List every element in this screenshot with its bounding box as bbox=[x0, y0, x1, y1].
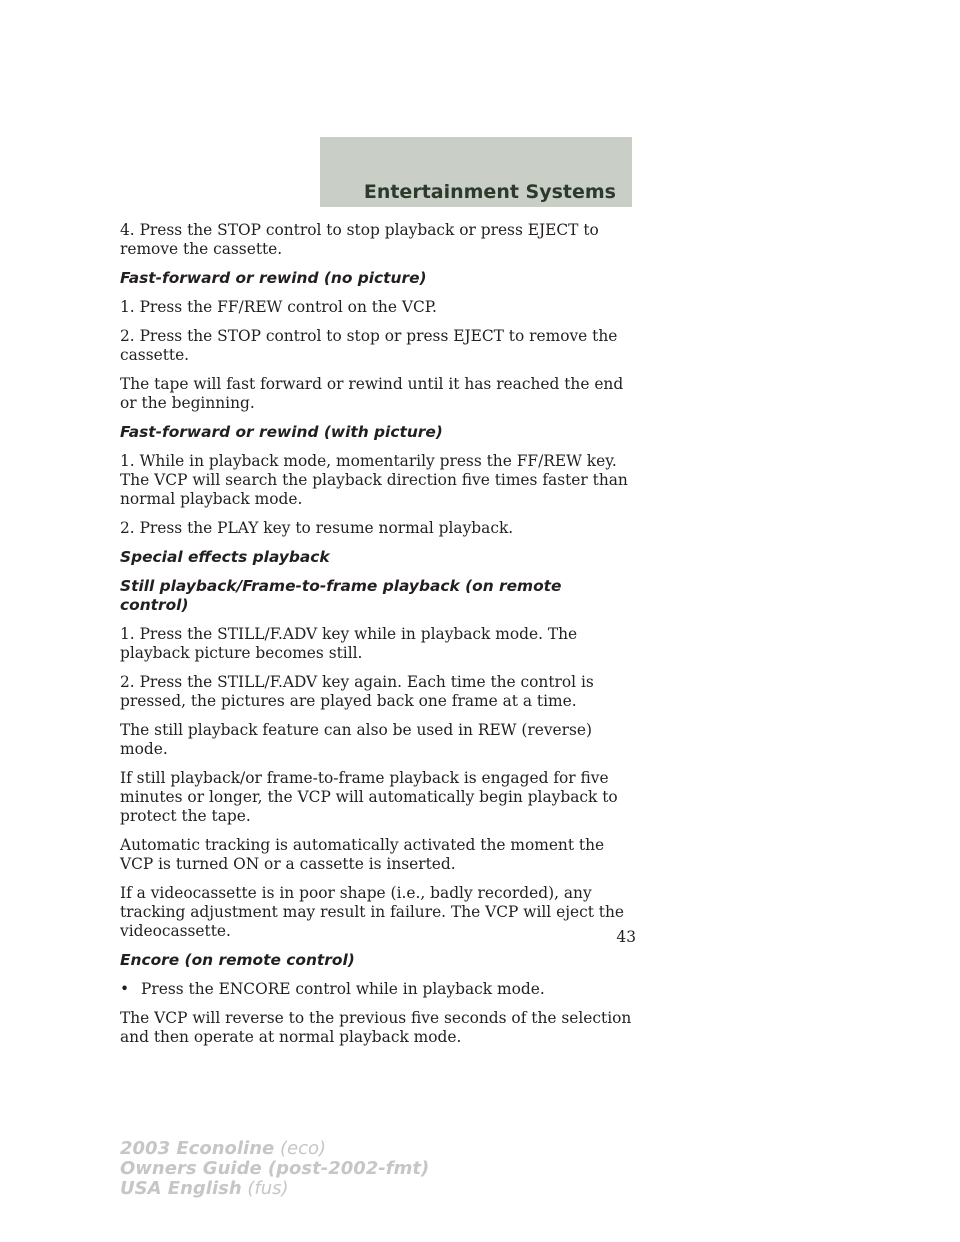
section-title: Entertainment Systems bbox=[363, 181, 616, 203]
footer-line bbox=[120, 1139, 429, 1159]
paragraph: 1. Press the FF/REW control on the VCP. bbox=[120, 298, 437, 316]
paragraph: The VCP will reverse to the previous five seconds of the selection and then operate at normal playback mode. bbox=[120, 1009, 632, 1046]
paragraph: 1. While in playback mode, momentarily press the FF/REW key. The VCP will search the playback direction five times faster than normal playback mode. bbox=[120, 452, 628, 508]
footer-line bbox=[120, 1159, 429, 1179]
paragraph: Automatic tracking is automatically activated the moment the VCP is turned ON or a cassette is inserted. bbox=[120, 836, 605, 873]
document-footer bbox=[120, 1139, 429, 1199]
footer-guide: Owners Guide (post-2002-fmt) bbox=[120, 1158, 430, 1179]
section-header bbox=[320, 137, 632, 207]
footer-model-code: (eco) bbox=[279, 1138, 327, 1159]
footer-language-code: (fus) bbox=[247, 1178, 289, 1199]
paragraph: 1. Press the STILL/F.ADV key while in playback mode. The playback picture becomes still. bbox=[120, 625, 578, 662]
subheading: Still playback/Frame-to-frame playback (on remote control) bbox=[120, 577, 562, 614]
subheading: Fast-forward or rewind (no picture) bbox=[120, 269, 427, 287]
subheading: Special effects playback bbox=[120, 548, 330, 566]
subheading: Fast-forward or rewind (with picture) bbox=[120, 423, 443, 441]
paragraph: The still playback feature can also be used in REW (reverse) mode. bbox=[120, 721, 593, 758]
paragraph: 2. Press the PLAY key to resume normal playback. bbox=[120, 519, 514, 537]
subheading: Encore (on remote control) bbox=[120, 951, 355, 969]
footer-line bbox=[120, 1179, 429, 1199]
page-content bbox=[120, 221, 635, 1057]
paragraph: If still playback/or frame-to-frame playback is engaged for five minutes or longer, the VCP will automatically begin playback to protect the tape. bbox=[120, 769, 618, 825]
paragraph: If a videocassette is in poor shape (i.e., badly recorded), any tracking adjustment may result in failure. The VCP will eject the videocassette. bbox=[120, 884, 625, 940]
footer-language: USA English bbox=[120, 1178, 242, 1199]
bullet-icon: • bbox=[120, 980, 130, 998]
bullet-item bbox=[120, 980, 635, 999]
paragraph: 2. Press the STILL/F.ADV key again. Each time the control is pressed, the pictures are played back one frame at a time. bbox=[120, 673, 594, 710]
paragraph: 2. Press the STOP control to stop or press EJECT to remove the cassette. bbox=[120, 327, 618, 364]
bullet-text: Press the ENCORE control while in playback mode. bbox=[141, 980, 545, 998]
paragraph: The tape will fast forward or rewind until it has reached the end or the beginning. bbox=[120, 375, 624, 412]
footer-model: 2003 Econoline bbox=[120, 1138, 275, 1159]
page-number: 43 bbox=[616, 928, 636, 946]
paragraph: 4. Press the STOP control to stop playback or press EJECT to remove the cassette. bbox=[120, 221, 599, 258]
